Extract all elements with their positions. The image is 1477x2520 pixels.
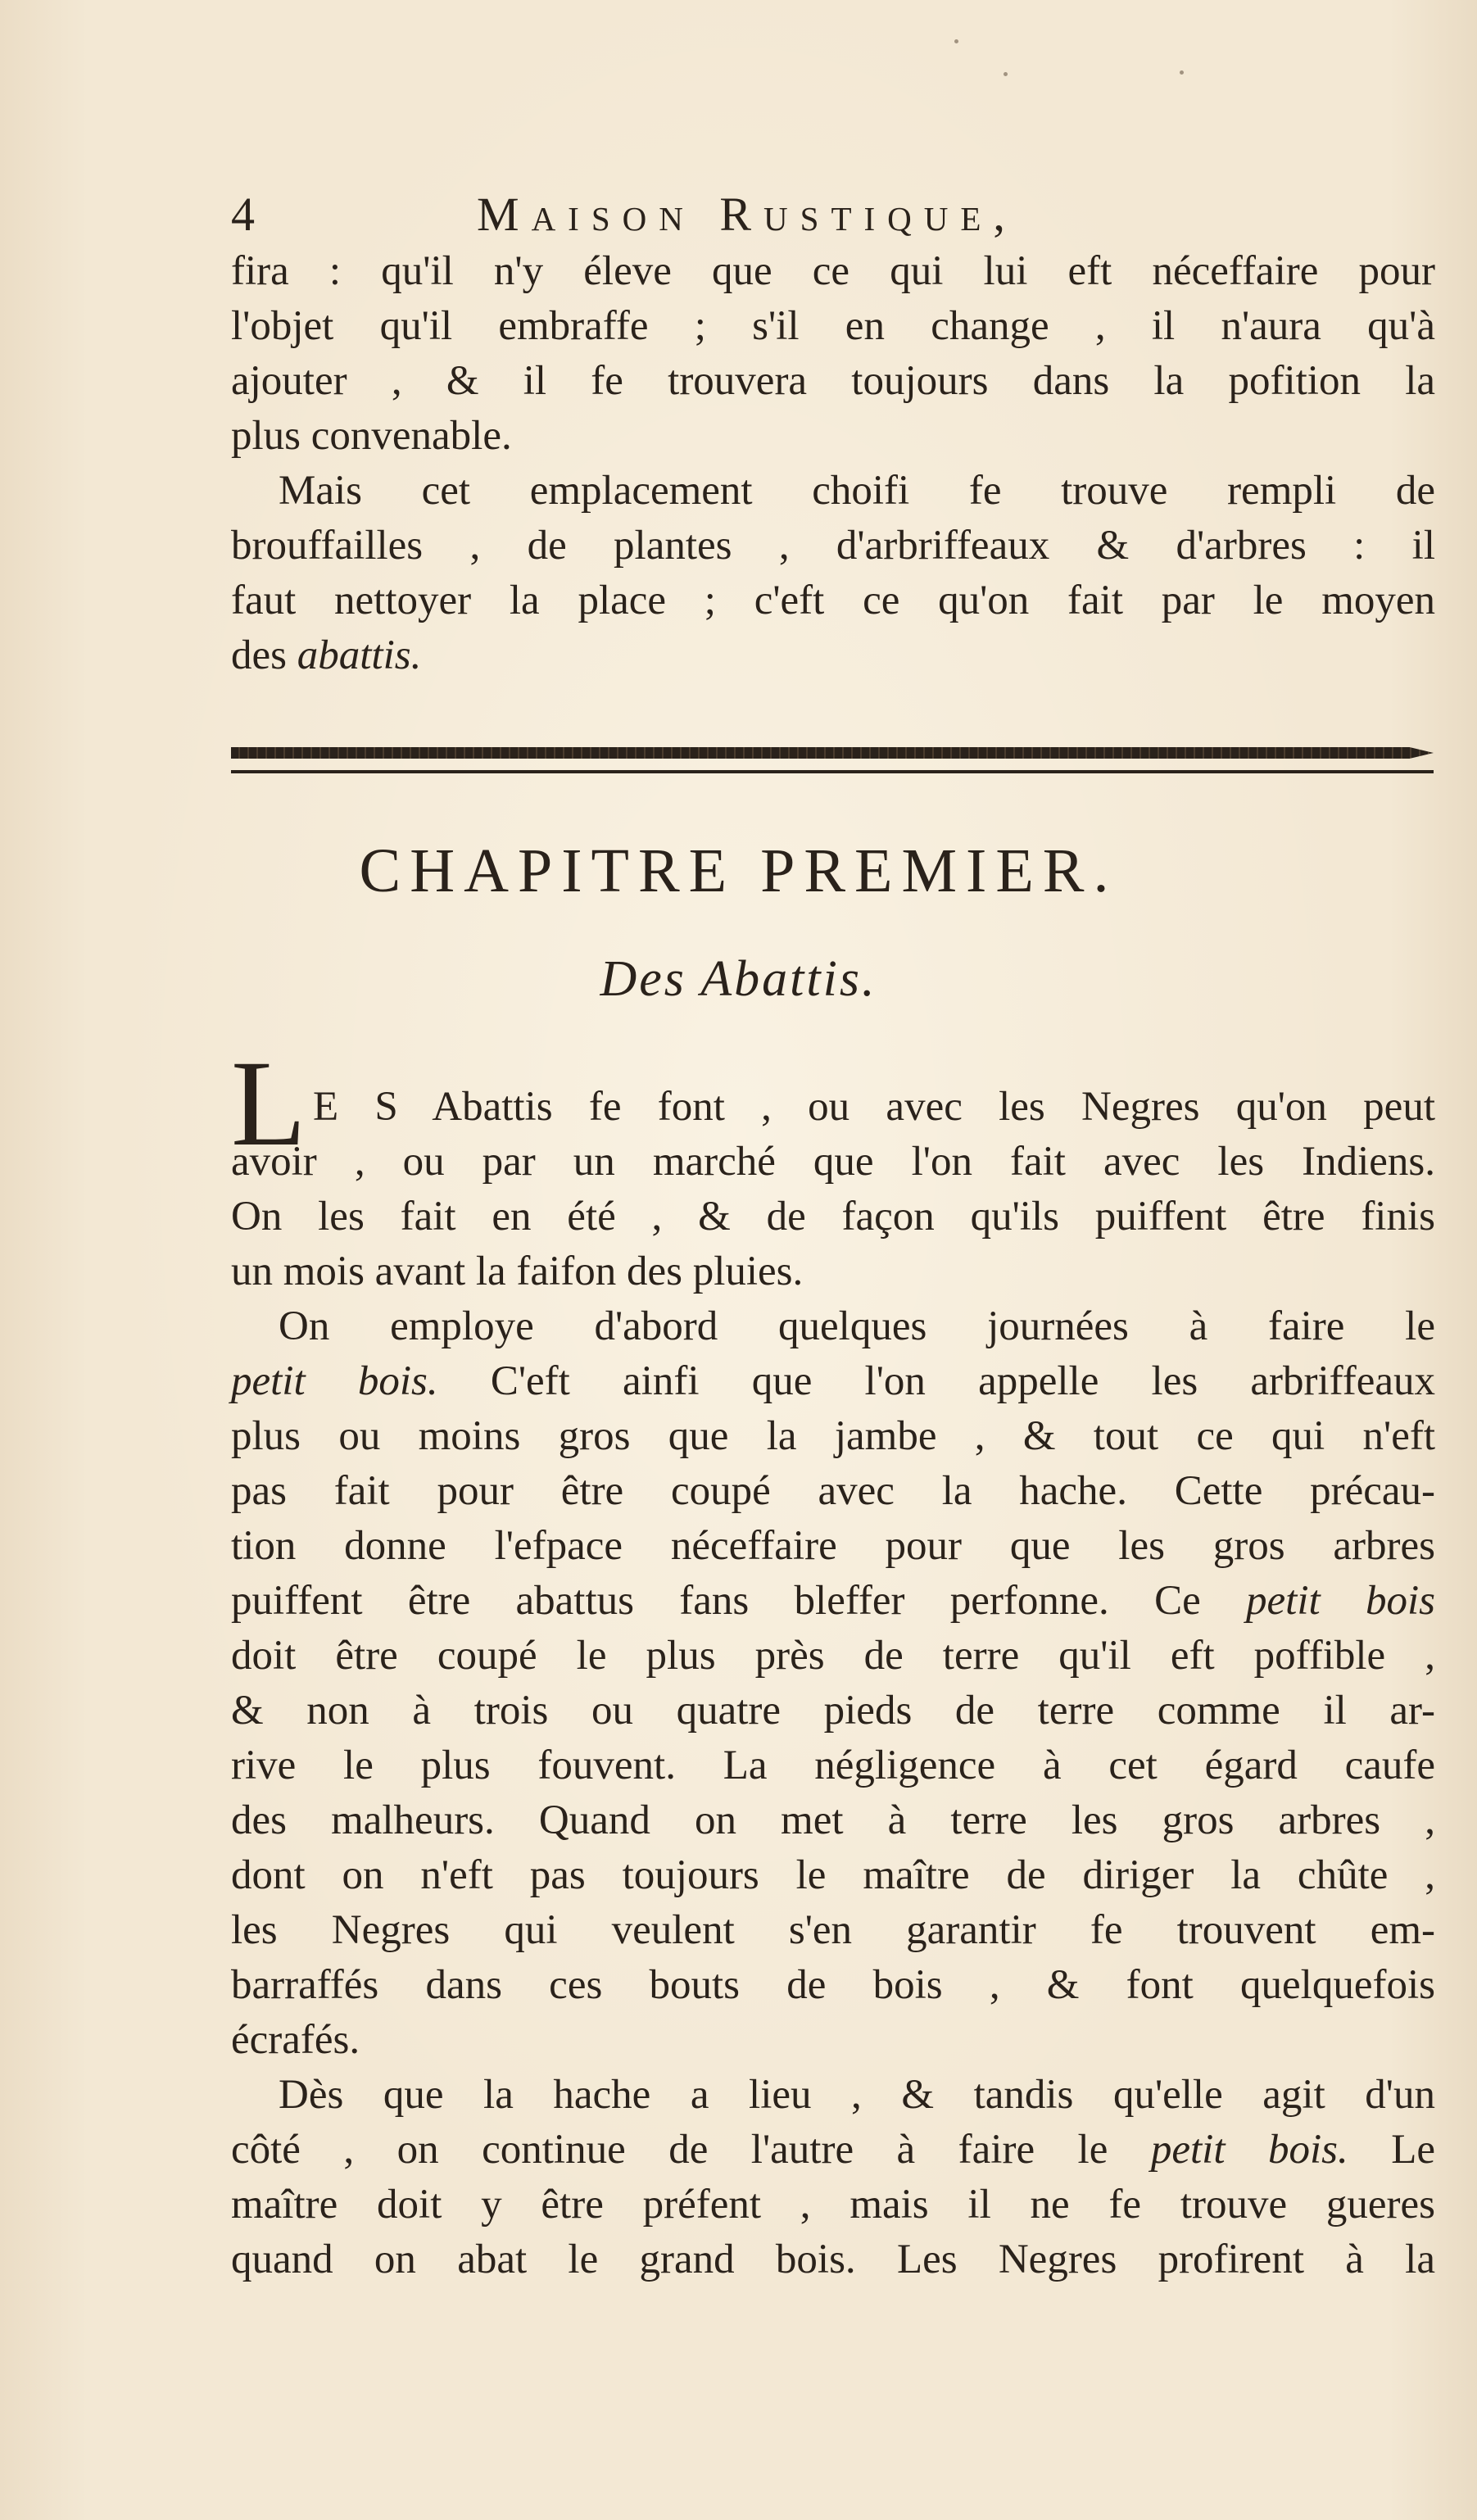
text-line: plus ou moins gros que la jambe , & tout ce qui n'eft [231,1413,1435,1459]
italic-term: petit bois [1246,1578,1436,1624]
italic-term: abattis. [297,632,422,678]
text-line: rive le plus fouvent. La négligence à cet égard caufe [231,1743,1435,1788]
text-line: doit être coupé le plus près de terre qu'il eft poffible , [231,1633,1435,1679]
text-line: écrafés. [231,2017,360,2063]
text-line: Dès que la hache a lieu , & tandis qu'elle agit d'un [279,2072,1435,2118]
chapter-title: CHAPITRE PREMIER. [359,836,1118,905]
italic-term: petit bois. [1150,2127,1348,2173]
paper-speck [1004,72,1008,76]
text-line: pas fait pour être coupé avec la hache. Cette précau- [231,1468,1435,1514]
text-fragment: Le [1348,2127,1435,2173]
text-line [231,1354,1435,1409]
thin-rule [231,770,1434,773]
text-line: un mois avant la faifon des pluies. [231,1249,804,1294]
text-line: brouffailles , de plantes , d'arbriffeaux & d'arbres : il [231,523,1435,569]
text-line [231,628,1435,683]
text-line: fira : qu'il n'y éleve que ce qui lui eft néceffaire pour [231,248,1435,294]
intro-paragraph [231,244,1435,683]
text-line: Mais cet emplacement choifi fe trouve rempli de [279,468,1435,514]
text-line [231,1574,1435,1629]
text-line: des malheurs. Quand on met à terre les gros arbres , [231,1797,1435,1843]
text-line: quand on abat le grand bois. Les Negres profirent à la [231,2237,1435,2282]
chapter-subtitle: Des Abattis. [600,951,877,1007]
text-line: l'objet qu'il embraffe ; s'il en change , il n'aura qu'à [231,303,1435,349]
text-line: tion donne l'efpace néceffaire pour que les gros arbres [231,1523,1435,1569]
text-line: dont on n'eft pas toujours le maître de diriger la chûte , [231,1852,1435,1898]
text-line: E S Abattis fe font , ou avec les Negres qu'on peut [313,1084,1435,1130]
page-number: 4 [231,188,255,241]
paper-speck [1180,70,1184,75]
text-fragment: côté , on continue de l'autre à faire le [231,2127,1151,2173]
text-line [231,2123,1435,2178]
text-line: avoir , ou par un marché que l'on fait avec les Indiens. [231,1139,1435,1185]
text-line: & non à trois ou quatre pieds de terre comme il ar- [231,1688,1435,1734]
text-line: les Negres qui veulent s'en garantir fe trouvent em- [231,1907,1435,1953]
text-line: maître doit y être préfent , mais il ne fe trouve gueres [231,2182,1435,2228]
text-line: plus convenable. [231,413,512,459]
running-head: Maison Rustique, [477,188,1017,241]
paper-speck [954,39,958,43]
page-header [231,187,1435,244]
ornamental-rule [231,747,1434,759]
text-line: barraffés dans ces bouts de bois , & font quelquefois [231,1962,1435,2008]
drop-cap: L [231,1036,306,1172]
text-fragment: puiffent être abattus fans bleffer perfonne. Ce [231,1578,1247,1624]
text-line: On employe d'abord quelques journées à faire le [279,1303,1435,1349]
italic-term: petit bois. [231,1358,438,1404]
text-line: ajouter , & il fe trouvera toujours dans la pofition la [231,358,1435,404]
text-line: faut nettoyer la place ; c'eft ce qu'on fait par le moyen [231,578,1435,623]
body-text [231,1080,1435,2287]
text-fragment: C'eft ainfi que l'on appelle les arbriffeaux [437,1358,1435,1404]
text-fragment: des [231,632,287,678]
text-line: On les fait en été , & de façon qu'ils puiffent être finis [231,1194,1435,1240]
